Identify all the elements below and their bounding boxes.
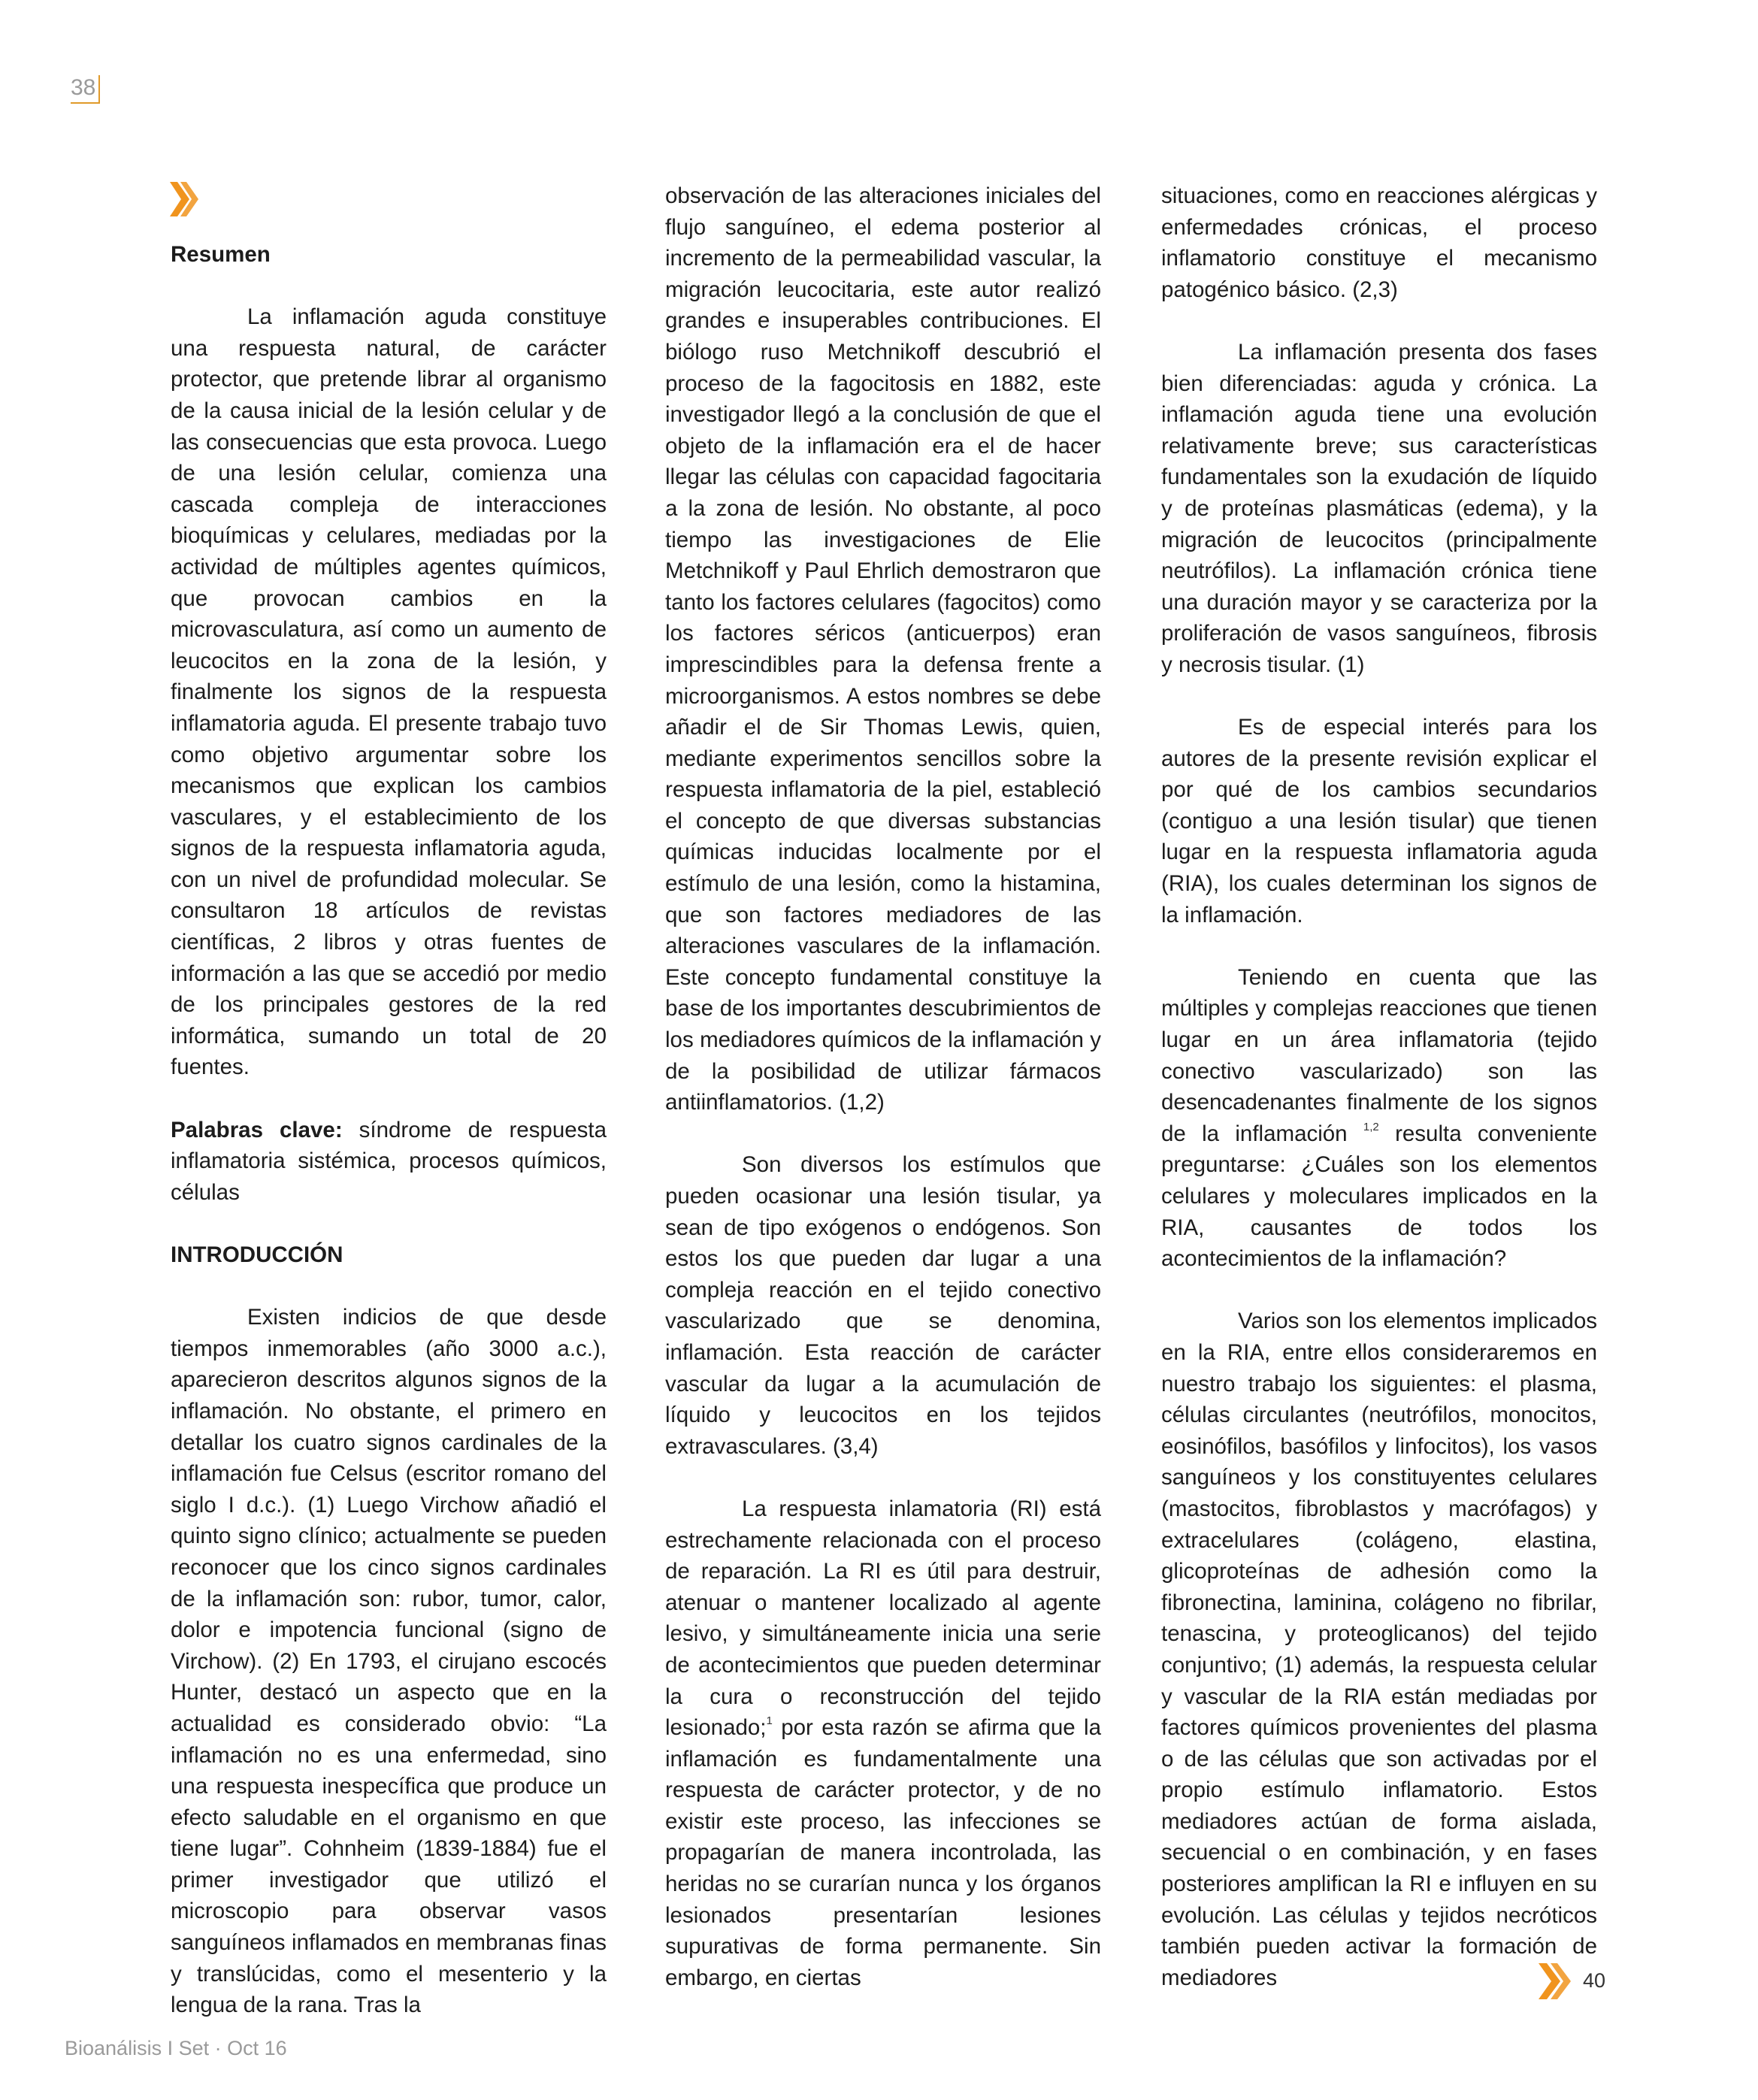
intro-paragraph-4: La inflamación presenta dos fases bien diferenciadas: aguda y crónica. La inflamación aguda tiene una evolución relativamente breve; sus características fundamentales son la exudación de líquido y de proteínas plasmáticas (edema), y la migración de leucocitos (principalmente neutrófilos). La inflamación crónica tiene una duración mayor y se caracteriza por la proliferación de vasos sanguíneos, fibrosis y necrosis tisular. (1): [1161, 339, 1597, 677]
citation-superscript: 1,2: [1363, 1120, 1379, 1133]
page-number: 38: [71, 75, 100, 104]
column-1: [171, 239, 607, 2052]
resumen-heading: Resumen: [171, 242, 271, 267]
introduccion-heading: INTRODUCCIÓN: [171, 1242, 343, 1267]
intro-paragraph-6: [1161, 962, 1597, 1275]
intro-paragraph-5: Es de especial interés para los autores de la presente revisión explicar el por qué de los cambios secundarios (contiguo a una lesión tisular) que tienen lugar en la respuesta inflamatoria aguda (RIA), los cuales determinan los signos de la inflamación.: [1161, 715, 1597, 927]
keywords-paragraph: [171, 1115, 607, 1209]
intro-paragraph-3-part-b: por esta razón se afirma que la inflamación es fundamentalmente una respuesta de carácter protector, y de no existir este proceso, las infecciones se propagarían de manera incontrolada, las heridas no se curarían nunca y los órganos lesionados presentarían lesiones supurativas de forma permanente. Sin embargo, en ciertas: [665, 1715, 1101, 1990]
intro-paragraph-3-part-a: La respuesta inlamatoria (RI) está estrechamente relacionada con el proceso de reparación. La RI es útil para destruir, atenuar o mantener localizado al agente lesivo, y simultáneamente inicia una serie de acontecimientos que pueden determinar la cura o reconstrucción del tejido lesionado;: [665, 1496, 1101, 1741]
intro-paragraph-3-continued: situaciones, como en reacciones alérgicas y enfermedades crónicas, el proceso inflamatorio constituye el mecanismo patogénico básico. (2,3): [1161, 183, 1597, 302]
abstract-paragraph: La inflamación aguda constituye una respuesta natural, de carácter protector, que pretende librar al organismo de la causa inicial de la lesión celular y de las consecuencias que esta provoca. Luego de una lesión celular, comienza una cascada compleja de interacciones bioquímicas y celulares, mediadas por la actividad de múltiples agentes químicos, que provocan cambios en la microvasculatura, así como un aumento de leucocitos en la zona de la lesión, y finalmente los signos de la respuesta inflamatoria aguda. El presente trabajo tuvo como objetivo argumentar sobre los mecanismos que explican los cambios vasculares, y el establecimiento de los signos de la respuesta inflamatoria aguda, con un nivel de profundidad molecular. Se consultaron 18 artículos de revistas científicas, 2 libros y otras fuentes de información a las que se accedió por medio de los principales gestores de la red informática, sumando un total de 20 fuentes.: [171, 304, 607, 1080]
next-page-number: 40: [1583, 1969, 1606, 1992]
column-3: [1161, 180, 1597, 2025]
double-chevron-right-icon: [1539, 1960, 1575, 2002]
double-chevron-right-icon: [170, 179, 201, 219]
citation-superscript: 1: [766, 1714, 773, 1728]
intro-paragraph-6-part-a: Teniendo en cuenta que las múltiples y complejas reacciones que tienen lugar en un área inflamatoria (tejido conectivo vascularizado) son las desencadenantes finalmente de los signos de la inflamación: [1161, 964, 1597, 1146]
intro-paragraph-1: Existen indicios de que desde tiempos inmemorables (año 3000 a.c.), aparecieron descritos algunos signos de la inflamación. No obstante, el primero en detallar los cuatro signos cardinales de la inflamación fue Celsus (escritor romano del siglo I d.c.). (1) Luego Virchow añadió el quinto signo clínico; actualmente se pueden reconocer que los cinco signos cardinales de la inflamación son: rubor, tumor, calor, dolor e impotencia funcional (signo de Virchow). (2) En 1793, el cirujano escocés Hunter, destacó un aspecto que en la actualidad es considerado obvio: “La inflamación no es una enfermedad, sino una respuesta inespecífica que produce un efecto saludable en el organismo en que tiene lugar”. Cohnheim (1839-1884) fue el primer investigador que utilizó el microscopio para observar vasos sanguíneos inflamados en membranas finas y translúcidas, como el mesenterio y la lengua de la rana. Tras la: [171, 1305, 607, 2018]
footer-publication: Bioanálisis I Set · Oct 16: [65, 2037, 287, 2059]
intro-paragraph-6-part-b: resulta conveniente preguntarse: ¿Cuáles son los elementos celulares y moleculares implicados en la RIA, causantes de todos los acontecimientos de la inflamación?: [1161, 1121, 1598, 1272]
intro-paragraph-1-continued: observación de las alteraciones iniciales del flujo sanguíneo, el edema posterior al incremento de la permeabilidad vascular, la migración leucocitaria, este autor realizó grandes e insuperables contribuciones. El biólogo ruso Metchnikoff descubrió el proceso de la fagocitosis en 1882, este investigador llegó a la conclusión de que el objeto de la inflamación era el de hacer llegar las células con capacidad fagocitaria a la zona de lesión. No obstante, al poco tiempo las investigaciones de Elie Metchnikoff y Paul Ehrlich demostraron que tanto los factores celulares (fagocitos) como los factores séricos (anticuerpos) eran imprescindibles para la defensa frente a microorganismos. A estos nombres se debe añadir el de Sir Thomas Lewis, quien, mediante experimentos sencillos sobre la respuesta inflamatoria de la piel, estableció el concepto de que diversas substancias químicas inducidas localmente por el estímulo de una lesión, como la histamina, que son factores mediadores de las alteraciones vasculares de la inflamación. Este concepto fundamental constituye la base de los importantes descubrimientos de los mediadores químicos de la inflamación y de la posibilidad de utilizar fármacos antiinflamatorios. (1,2): [665, 183, 1101, 1115]
keywords-label: Palabras clave:: [171, 1117, 343, 1142]
keywords-text: síndrome de respuesta inflamatoria sistémica, procesos químicos, células: [171, 1117, 607, 1205]
intro-paragraph-2: Son diversos los estímulos que pueden ocasionar una lesión tisular, ya sean de tipo exógenos o endógenos. Son estos los que pueden dar lugar a una compleja reacción en el tejido conectivo vascularizado que se denomina, inflamación. Esta reacción de carácter vascular da lugar a la acumulación de líquido y leucocitos en los tejidos extravasculares. (3,4): [665, 1152, 1101, 1459]
intro-paragraph-3: [665, 1493, 1101, 1994]
intro-paragraph-7: Varios son los elementos implicados en la RIA, entre ellos consideraremos en nuestro trabajo los siguientes: el plasma, células circulantes (neutrófilos, monocitos, eosinófilos, basófilos y linfocitos), los vasos sanguíneos y los constituyentes celulares (mastocitos, fibroblastos y macrófagos) y extracelulares (colágeno, elastina, glicoproteínas de adhesión como la fibronectina, laminina, colágeno no fibrilar, tenascina, y proteoglicanos) del tejido conjuntivo; (1) además, la respuesta celular y vascular de la RIA están mediadas por factores químicos provenientes del plasma o de las células que son activadas por el propio estímulo inflamatorio. Estos mediadores actúan de forma aislada, secuencial o en combinación, y en fases posteriores amplifican la RI e influyen en su evolución. Las células y tejidos necróticos también pueden activar la formación de mediadores: [1161, 1309, 1597, 1990]
column-2: [665, 180, 1101, 2025]
